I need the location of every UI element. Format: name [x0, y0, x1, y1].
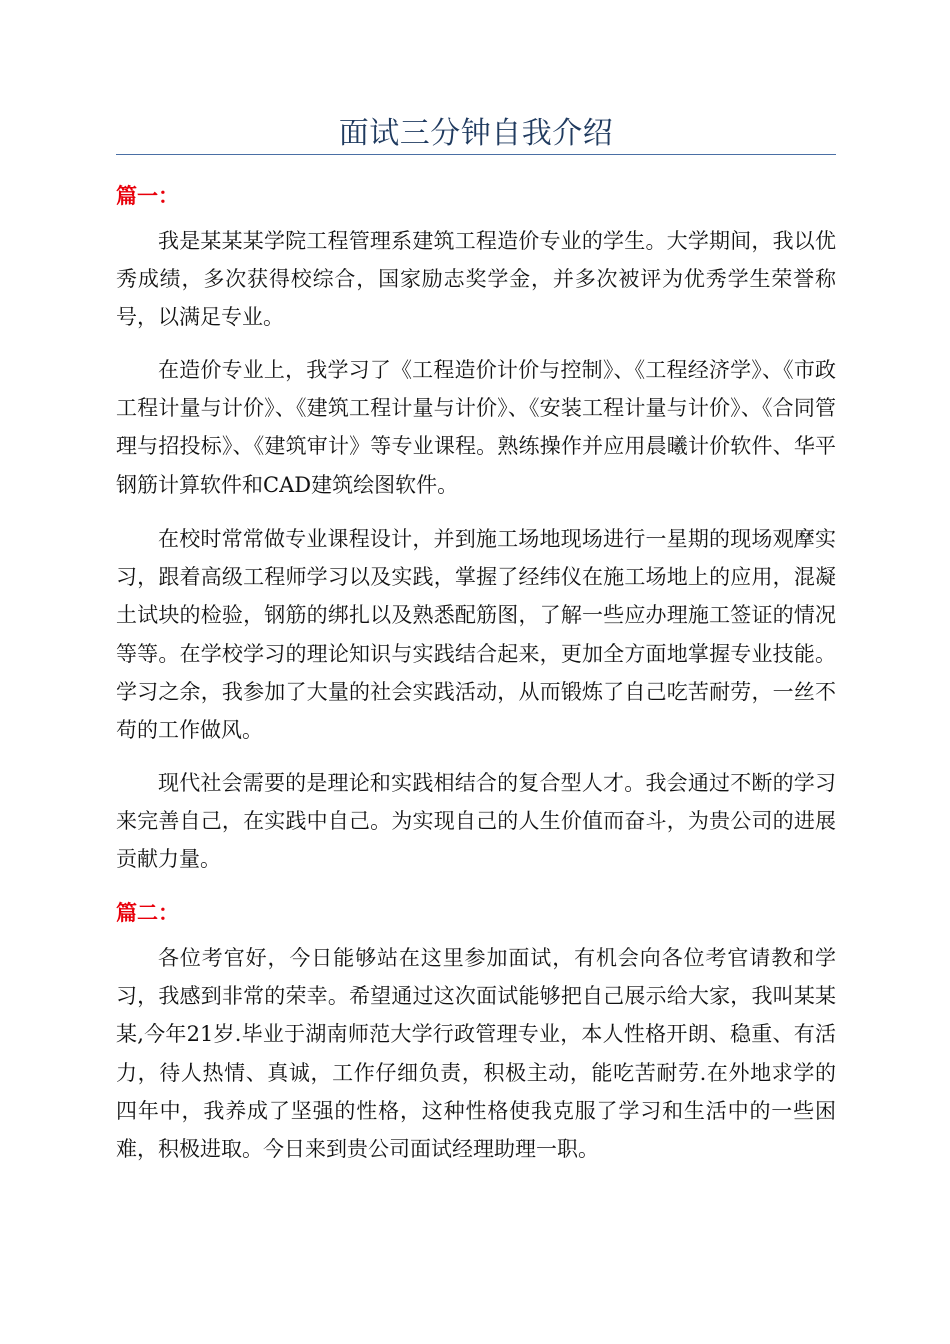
- paragraph-1-4: 现代社会需要的是理论和实践相结合的复合型人才。我会通过不断的学习来完善自己，在实践中自己。为实现自己的人生价值而奋斗，为贵公司的进展贡献力量。: [116, 771, 836, 872]
- document-page: [116, 0, 836, 1344]
- paragraph-1-2: 在造价专业上，我学习了《工程造价计价与控制》、《工程经济学》、《市政工程计量与计价》、《建筑工程计量与计价》、《安装工程计量与计价》、《合同管理与招投标》、《建筑审计》等专业课程。熟练操作并应用晨曦计价软件、华平钢筋计算软件和CAD建筑绘图软件。: [116, 358, 836, 497]
- paragraph-2-1: 各位考官好，今日能够站在这里参加面试，有机会向各位考官请教和学习，我感到非常的荣幸。希望通过这次面试能够把自己展示给大家，我叫某某某,今年21岁.毕业于湖南师范大学行政管理专业，本人性格开朗、稳重、有活力，待人热情、真诚，工作仔细负责，积极主动，能吃苦耐劳.在外地求学的四年中，我养成了坚强的性格，这种性格使我克服了学习和生活中的一些困难，积极进取。今日来到贵公司面试经理助理一职。: [116, 946, 836, 1162]
- paragraph-1-3: 在校时常常做专业课程设计，并到施工场地现场进行一星期的现场观摩实习，跟着高级工程师学习以及实践，掌握了经纬仪在施工场地上的应用，混凝土试块的检验，钢筋的绑扎以及熟悉配筋图，了解一些应办理施工签证的情况等等。在学校学习的理论知识与实践结合起来，更加全方面地掌握专业技能。学习之余，我参加了大量的社会实践活动，从而锻炼了自己吃苦耐劳，一丝不苟的工作做风。: [116, 527, 836, 743]
- section-heading-1: 篇一：: [116, 184, 179, 208]
- title-divider: [116, 154, 836, 155]
- paragraph-1-1: 我是某某某学院工程管理系建筑工程造价专业的学生。大学期间，我以优秀成绩，多次获得校综合，国家励志奖学金，并多次被评为优秀学生荣誉称号，以满足专业。: [116, 229, 836, 330]
- page-title: 面试三分钟自我介绍: [338, 116, 614, 151]
- section-heading-2: 篇二：: [116, 901, 179, 925]
